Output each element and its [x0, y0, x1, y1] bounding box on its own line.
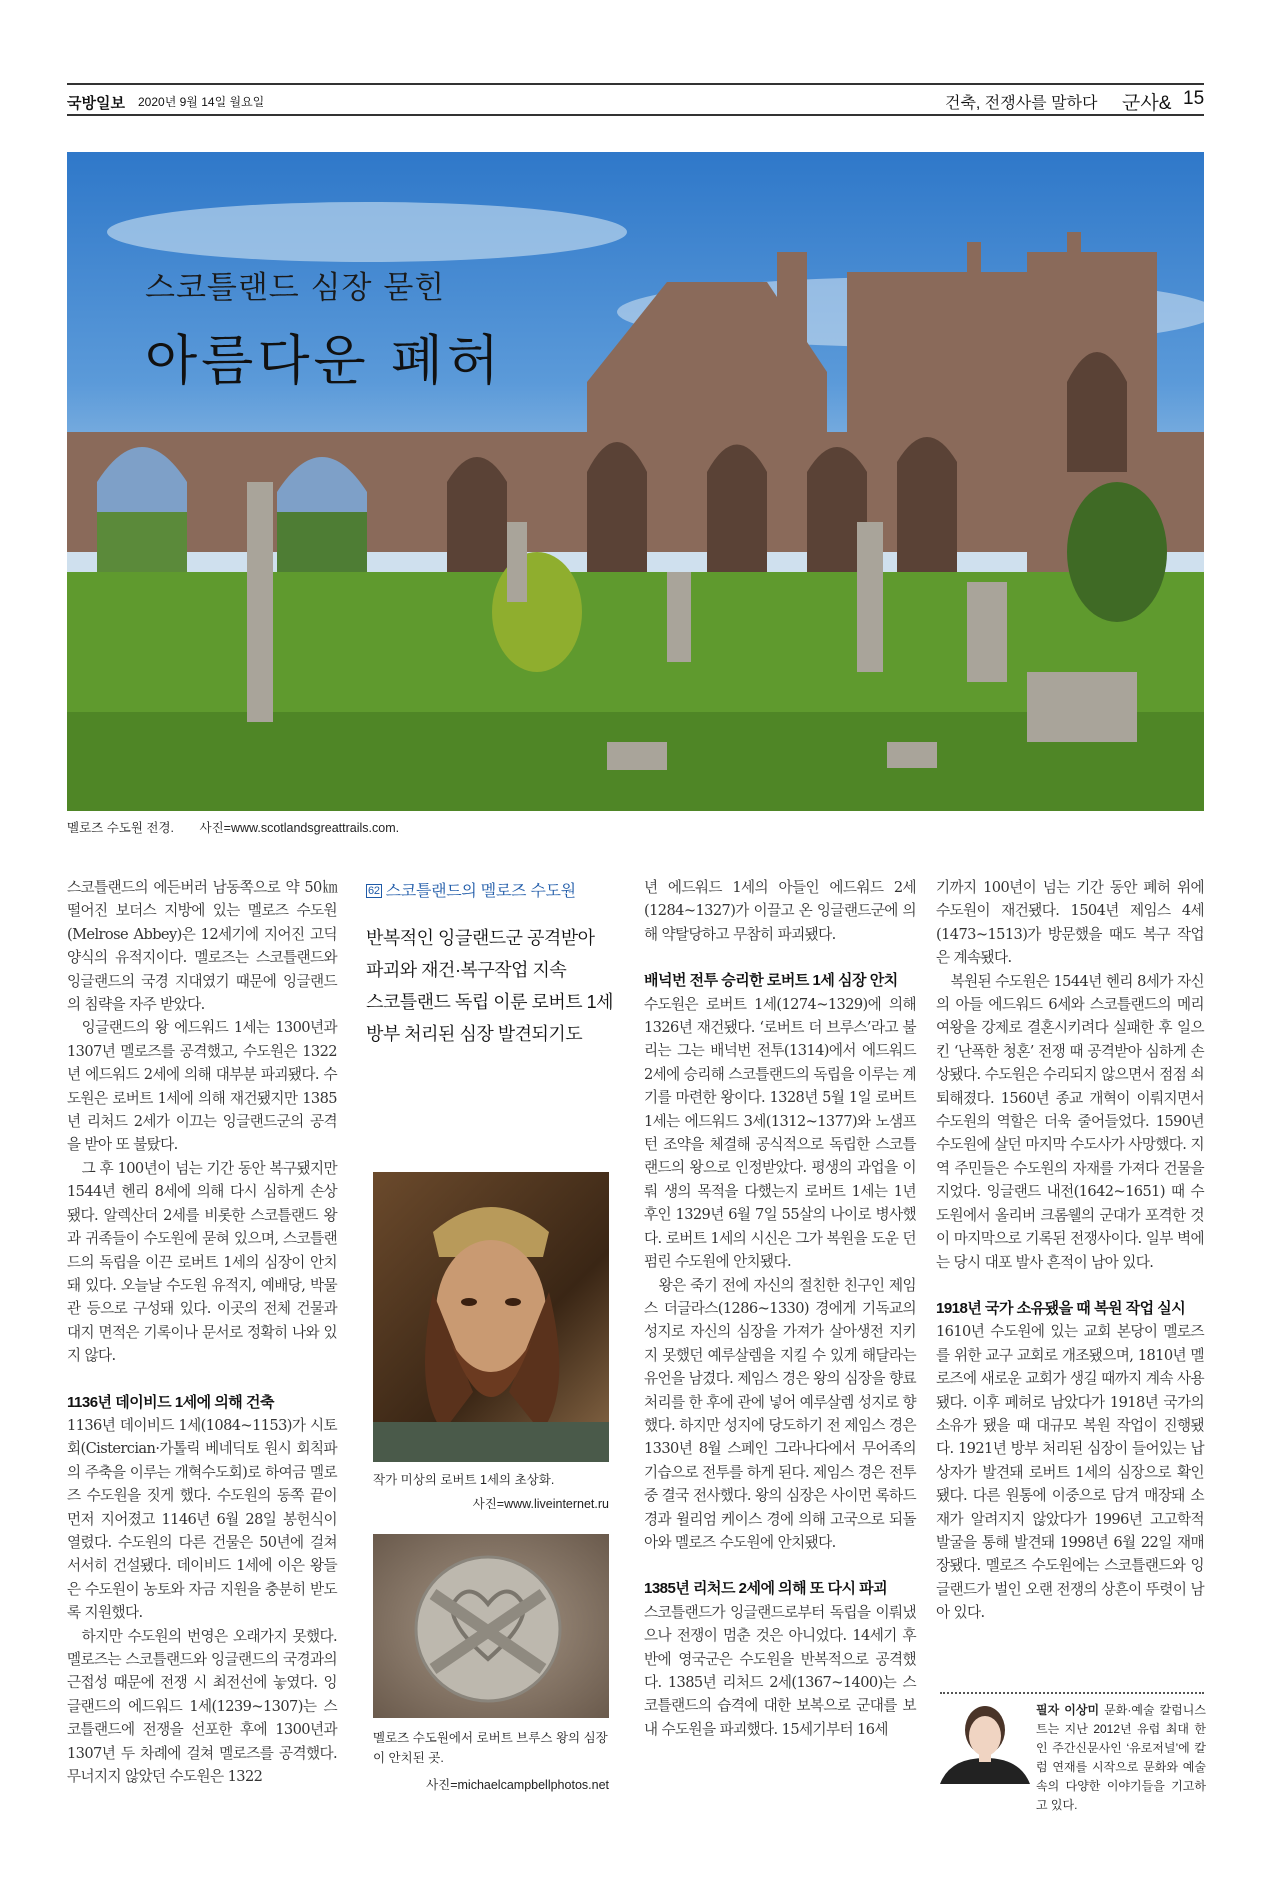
paragraph: 왕은 죽기 전에 자신의 절친한 친구인 제임스 더글라스(1286~1330) 경에게 기독교의 성지로 자신의 심장을 가져가 살아생전 지키지 못했던 예루살렘을 지킬 수 있게 해달라는 유언을 남겼다. 제임스 경은 왕의 심장을 향료 처리를 한 후에 관에 넣어 예루살렘 성지로 향했다. 하지만 성지에 당도하기 전 제임스 경은 1330년 8월 스페인 그라나다에서 무어족의 기습으로 전투를 하게 된다. 제임스 경은 전투 중 결국 전사했다. 왕의 심장은 사이먼 록하드 경과 윌리엄 케이스 경에 의해 고국으로 되돌아와 멜로즈 수도원에 안치됐다.	[644, 1276, 916, 1551]
paper-name: 국방일보	[67, 95, 125, 112]
stone-credit: 사진=michaelcampbellphotos.net	[426, 1778, 609, 1792]
deck-line: 방부 처리된 심장 발견되기도	[366, 1024, 583, 1044]
series-title	[366, 878, 576, 901]
paragraph: 스코틀랜드의 에든버러 남동쪽으로 약 50㎞ 떨어진 보더스 지방에 있는 멜로즈 수도원(Melrose Abbey)은 12세기에 지어진 고딕 양식의 유적지이다. 멜로즈는 스코틀랜드와 잉글랜드의 국경 지대였기 때문에 잉글랜드의 침략을 자주 받았다.	[67, 879, 337, 1014]
deck-headlines	[366, 922, 616, 1050]
stone-caption: 멜로즈 수도원에서 로버트 브루스 왕의 심장이 안치된 곳.	[373, 1731, 608, 1765]
author-divider	[940, 1692, 1204, 1694]
author-bio-text: 문화·예술 칼럼니스트는 지난 2012년 유럽 최대 한인 주간신문사인 ‘유로저널’에 칼럼 연재를 시작으로 문화와 예술 속의 다양한 이야기들을 기고하고 있다.	[1036, 1703, 1206, 1812]
section-name: 군사&	[1122, 93, 1172, 114]
article-column-1	[67, 876, 337, 1788]
heart-stone-illustration	[373, 1534, 609, 1718]
author-photo	[940, 1700, 1030, 1784]
deck-line: 파괴와 재건·복구작업 지속	[366, 960, 567, 980]
abbey-illustration	[67, 152, 1204, 811]
paragraph: 1610년 수도원에 있는 교회 본당이 멜로즈를 위한 교구 교회로 개조됐으며, 1810년 멜로즈에 새로운 교회가 생길 때까지 계속 사용됐다. 이후 폐허로 남았다가 1918년 국가의 소유가 됐을 때 대규모 복원 작업이 진행됐다. 1921년 방부 처리된 심장이 들어있는 납 상자가 발견돼 로버트 1세의 심장으로 확인됐다. 다른 원통에 이중으로 담겨 매장돼 소재가 알려지지 않았다가 1996년 고고학적 발굴을 통해 발견돼 1998년 6월 22일 재매장됐다. 멜로즈 수도원에는 스코틀랜드와 잉글랜드가 벌인 오랜 전쟁의 상흔이 뚜렷이 남아 있다.	[936, 1323, 1204, 1622]
author-portrait-illustration	[940, 1700, 1030, 1784]
robert-portrait	[373, 1172, 609, 1462]
series-number: 62	[368, 885, 380, 897]
issue-date: 2020년 9월 14일 월요일	[138, 95, 265, 109]
subheading: 1918년 국가 소유됐을 때 복원 작업 실시	[936, 1299, 1186, 1317]
series-name: 스코틀랜드의 멜로즈 수도원	[385, 883, 576, 900]
paragraph: 복원된 수도원은 1544년 헨리 8세가 자신의 아들 에드워드 6세와 스코틀랜드의 메리 여왕을 강제로 결혼시키려다 실패한 후 일으킨 ‘난폭한 청혼’ 전쟁 때 공격받아 심하게 손상됐다. 수도원은 수리되지 않으면서 점점 쇠퇴해졌다. 1560년 종교 개혁이 이뤄지면서 수도원의 역할은 더욱 줄어들었다. 1590년 수도원에 살던 마지막 수도사가 사망했다. 지역 주민들은 수도원의 자재를 가져다 건물을 지었다. 잉글랜드 내전(1642~1651) 때 수도원에서 올리버 크롬웰의 군대가 포격한 것이 마지막으로 기록된 전쟁사이다. 일부 벽에는 당시 대포 발사 흔적이 남아 있다.	[936, 972, 1204, 1271]
author-bio	[1036, 1701, 1206, 1815]
portrait-illustration	[373, 1172, 609, 1462]
headline-title: 아름다운 폐허	[145, 329, 504, 392]
deck-line: 스코틀랜드 독립 이룬 로버트 1세	[366, 992, 614, 1012]
subheading: 배넉번 전투 승리한 로버트 1세 심장 안치	[644, 972, 898, 990]
subheading: 1136년 데이비드 1세에 의해 건축	[67, 1393, 274, 1411]
headline-subtitle: 스코틀랜드 심장 묻힌	[145, 270, 446, 306]
heart-stone-photo	[373, 1534, 609, 1718]
hero-credit: 사진=www.scotlandsgreattrails.com.	[199, 821, 400, 835]
abbey-photo	[67, 152, 1204, 811]
portrait-caption: 작가 미상의 로버트 1세의 초상화.	[373, 1473, 555, 1487]
page-number: 15	[1183, 88, 1205, 109]
paragraph: 그 후 100년이 넘는 기간 동안 복구됐지만 1544년 헨리 8세에 의해 다시 심하게 손상됐다. 알렉산더 2세를 비롯한 스코틀랜드 왕과 귀족들이 수도원에 묻혀 있으며, 스코틀랜드의 독립을 이끈 로버트 1세의 심장이 안치돼 있다. 오늘날 수도원 유적지, 예배당, 박물관 등으로 구성돼 있다. 이곳의 전체 건물과 대지 면적은 기록이나 문서로 정확히 나와 있지 않다.	[67, 1159, 337, 1365]
paragraph: 수도원은 로버트 1세(1274~1329)에 의해 1326년 재건됐다. ‘로버트 더 브루스’라고 불리는 그는 배넉번 전투(1314)에서 에드워드 2세에 승리해 스코틀랜드의 독립을 이루는 계기를 마련한 왕이다. 1328년 5월 1일 로버트 1세는 에드워드 3세(1312~1377)와 노샘프턴 조약을 체결해 공식적으로 독립한 스코틀랜드의 왕으로 인정받았다. 평생의 과업을 이뤄 생의 목적을 다했는지 로버트 1세는 1년 후인 1329년 6월 7일 55살의 나이로 병사했다. 로버트 1세의 시신은 그가 복원을 도운 던펌린 수도원에 안치됐다.	[644, 995, 916, 1271]
header-bottom-rule	[67, 114, 1204, 116]
paragraph: 기까지 100년이 넘는 기간 동안 폐허 위에 수도원이 재건됐다. 1504년 제임스 4세(1473~1513)가 방문했을 때도 복구 작업은 계속됐다.	[936, 879, 1204, 967]
article-column-4	[936, 876, 1204, 1625]
section-title: 건축, 전쟁사를 말하다	[945, 95, 1098, 112]
hero-caption	[67, 818, 399, 836]
header-top-rule	[67, 83, 1204, 85]
article-column-3	[644, 876, 916, 1741]
author-name: 필자 이상미	[1036, 1703, 1100, 1717]
portrait-credit: 사진=www.liveinternet.ru	[472, 1497, 609, 1511]
paragraph: 스코틀랜드가 잉글랜드로부터 독립을 이뤄냈으나 전쟁이 멈춘 것은 아니었다. 14세기 후반에 영국군은 수도원을 반복적으로 공격했다. 1385년 리처드 2세(1367~1400)는 스코틀랜드의 습격에 대한 보복으로 군대를 보내 수도원을 파괴했다. 15세기부터 16세	[644, 1603, 916, 1738]
deck-line: 반복적인 잉글랜드군 공격받아	[366, 928, 595, 948]
paragraph: 잉글랜드의 왕 에드워드 1세는 1300년과 1307년 멜로즈를 공격했고, 수도원은 1322년 에드워드 2세에 의해 대부분 파괴됐다. 수도원은 로버트 1세에 의해 재건됐지만 1385년 리처드 2세가 이끄는 잉글랜드군의 공격을 받아 또 불탔다.	[67, 1019, 337, 1154]
paragraph: 하지만 수도원의 번영은 오래가지 못했다. 멜로즈는 스코틀랜드와 잉글랜드의 국경과의 근접성 때문에 전쟁 시 최전선에 놓였다. 잉글랜드의 에드워드 1세(1239~1307)는 스코틀랜드에 전쟁을 선포한 후에 1300년과 1307년 두 차례에 걸쳐 멜로즈를 공격했다. 무너지지 않았던 수도원은 1322	[67, 1627, 337, 1786]
paragraph: 1136년 데이비드 1세(1084~1153)가 시토회(Cistercian·가톨릭 베네딕토 원시 회칙파의 주축을 이루는 개혁수도회)로 하여금 멜로즈 수도원을 짓게 했다. 수도원의 동쪽 끝이 먼저 지어졌고 1146년 6월 28일 봉헌식이 열렸다. 수도원의 다른 건물은 50년에 걸쳐 서서히 건설됐다. 데이비드 1세에 이은 왕들은 수도원이 농토와 자금 지원을 충분히 받도록 지원했다.	[67, 1416, 337, 1622]
hero-caption-text: 멜로즈 수도원 전경.	[67, 821, 175, 835]
subheading: 1385년 리처드 2세에 의해 또 다시 파괴	[644, 1580, 888, 1598]
paragraph: 년 에드워드 1세의 아들인 에드워드 2세(1284~1327)가 이끌고 온 잉글랜드군에 의해 약탈당하고 무참히 파괴됐다.	[644, 879, 916, 943]
